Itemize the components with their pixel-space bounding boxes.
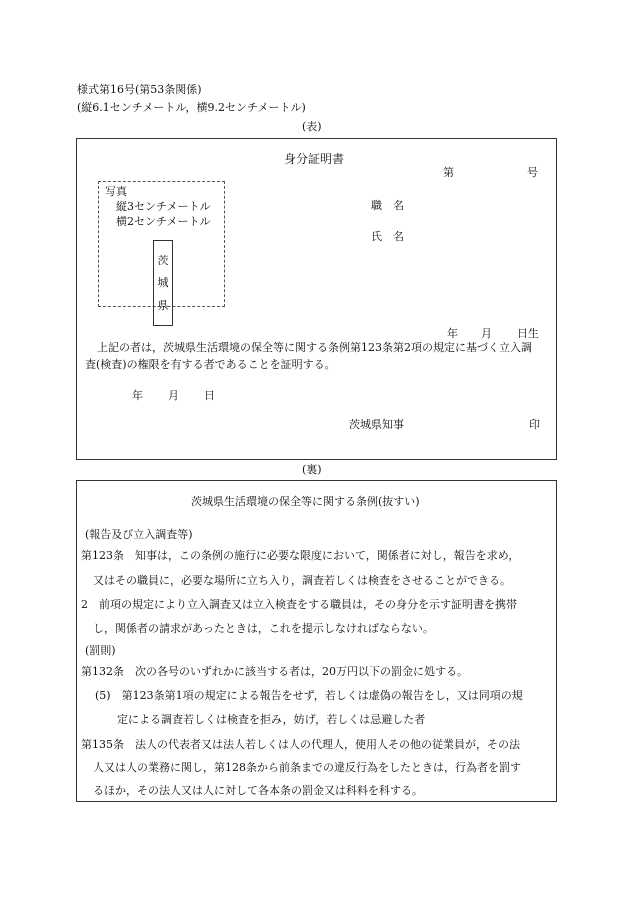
front-card [76, 138, 557, 460]
seal-char-3: 県 [157, 299, 169, 313]
art123-p2-line-1: 2 前項の規定により立入調査又は立入検査をする職員は，その身分を示す証明書を携帯 [81, 598, 517, 611]
art123-p2-line-2: し，関係者の請求があったときは，これを提示しなければならない。 [93, 622, 434, 635]
heading-report: (報告及び立入調査等) [85, 528, 193, 541]
back-label: (裏) [302, 463, 322, 476]
art132-line-1: 第132条 次の各号のいずれかに該当する者は，20万円以下の罰金に処する。 [81, 665, 468, 678]
art132-item5-line-1: (5) 第123条第1項の規定による報告をせず，若しくは虚偽の報告をし，又は同項の規 [95, 689, 523, 702]
photo-height: 縦3センチメートル [116, 200, 211, 213]
date-year: 年 [132, 389, 143, 402]
art123-line-1: 第123条 知事は，この条例の施行に必要な限度において，関係者に対し，報告を求め， [81, 549, 520, 562]
position-label: 職 名 [371, 199, 404, 212]
date-month: 月 [168, 389, 179, 402]
seal-char-2: 城 [157, 276, 169, 290]
stamp-mark: 印 [529, 418, 540, 431]
prefecture-seal [153, 240, 173, 326]
art135-line-3: るほか，その法人又は人に対して各本条の罰金又は科料を科する。 [93, 784, 423, 797]
birth-day-suffix: 日生 [517, 327, 539, 340]
heading-penalty: (罰則) [85, 644, 116, 657]
name-label: 氏 名 [371, 230, 404, 243]
art132-item5-line-2: 定による調査若しくは検査を拒み，妨げ，若しくは忌避した者 [117, 713, 426, 726]
art135-line-2: 人又は人の業務に関し，第128条から前条までの違反行為をしたときは，行為者を罰す [93, 761, 521, 774]
front-label: (表) [302, 120, 322, 133]
photo-width: 横2センチメートル [116, 215, 211, 228]
art135-line-1: 第135条 法人の代表者又は法人若しくは人の代理人，使用人その他の従業員が，その法 [81, 738, 520, 751]
date-day: 日 [204, 389, 215, 402]
photo-label: 写真 [105, 185, 127, 198]
front-title: 身分証明書 [284, 152, 345, 166]
seal-char-1: 茨 [157, 253, 169, 267]
back-title: 茨城県生活環境の保全等に関する条例(抜すい) [191, 495, 420, 508]
form-number: 様式第16号(第53条関係) [77, 83, 202, 96]
size-note: (縦6.1センチメートル，横9.2センチメートル) [77, 101, 306, 114]
number-prefix: 第 [443, 166, 454, 179]
issuer: 茨城県知事 [349, 418, 404, 431]
birth-year: 年 [447, 327, 458, 340]
statement-line-2: 査(検査)の権限を有する者であることを証明する。 [85, 358, 336, 371]
back-card [76, 480, 557, 802]
birth-month: 月 [481, 327, 492, 340]
number-suffix: 号 [527, 166, 538, 179]
art123-line-2: 又はその職員に，必要な場所に立ち入り，調査若しくは検査をさせることができる。 [93, 574, 511, 587]
statement-line-1: 上記の者は，茨城県生活環境の保全等に関する条例第123条第2項の規定に基づく立入調 [97, 341, 532, 354]
